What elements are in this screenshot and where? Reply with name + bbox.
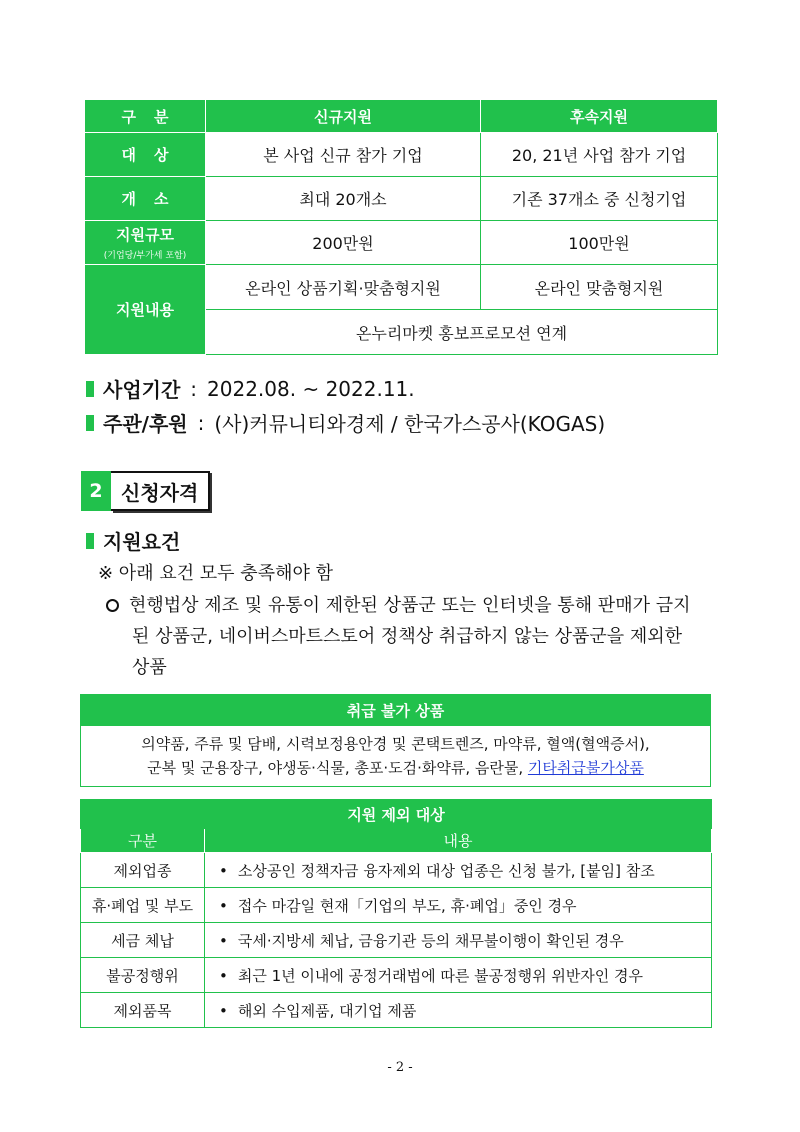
circle-bullet-icon — [106, 599, 119, 612]
item-line-1: 현행법상 제조 및 유통이 제한된 상품군 또는 인터넷을 통해 판매가 금지 — [129, 595, 691, 616]
bullet-dot-icon: • — [219, 861, 228, 880]
exclusion-category: 제외품목 — [81, 993, 205, 1028]
period-value: 2022.08. ~ 2022.11. — [207, 376, 415, 401]
section-title: 신청자격 — [111, 471, 210, 511]
requirements-line — [86, 526, 180, 555]
exclusion-title: 지원 제외 대상 — [81, 800, 712, 829]
header-new-support: 신규지원 — [206, 100, 481, 133]
exclusion-category: 제외업종 — [81, 853, 205, 888]
cell-follow-count: 기존 37개소 중 신청기업 — [481, 177, 718, 221]
row-label-scale-text: 지원규모 — [116, 226, 174, 244]
host-value: (사)커뮤니티와경제 / 한국가스공사(KOGAS) — [214, 412, 606, 436]
exclusion-category: 불공정행위 — [81, 958, 205, 993]
page-number: - 2 - — [387, 1060, 413, 1075]
bullet-dot-icon: • — [219, 1001, 228, 1020]
colon: : — [190, 376, 198, 401]
table-row — [81, 923, 712, 958]
exclusion-header-content: 내용 — [205, 829, 712, 853]
colon: : — [197, 410, 205, 435]
period-line — [86, 374, 415, 403]
table-row — [81, 958, 712, 993]
section-number: 2 — [81, 471, 111, 511]
cell-follow-scale: 100만원 — [481, 221, 718, 265]
prohibited-box — [80, 694, 711, 787]
host-line — [86, 408, 605, 437]
row-label-scale-sub: (기업당/부가세 포함) — [103, 251, 187, 261]
row-label-scale — [85, 221, 206, 265]
prohibited-line-1: 의약품, 주류 및 담배, 시력보정용안경 및 콘택트렌즈, 마약류, 혈액(혈액증서), — [141, 735, 650, 753]
exclusion-content — [205, 853, 712, 888]
host-label: 주관/후원 — [103, 412, 188, 436]
bullet-dot-icon: • — [219, 966, 228, 985]
row-label-count: 개소 — [85, 177, 206, 221]
cell-new-target: 본 사업 신규 참가 기업 — [206, 133, 481, 177]
cell-new-scale: 200만원 — [206, 221, 481, 265]
requirements-item — [106, 590, 726, 683]
header-category: 구분 — [85, 100, 206, 133]
row-label-target: 대상 — [85, 133, 206, 177]
prohibited-line-2 — [89, 756, 702, 780]
section-header — [81, 471, 210, 511]
exclusion-content-text: 최근 1년 이내에 공정거래법에 따른 불공정행위 위반자인 경우 — [237, 966, 644, 985]
requirements-note: ※ 아래 요건 모두 충족해야 함 — [98, 563, 333, 584]
exclusion-content — [205, 888, 712, 923]
square-bullet-icon — [86, 533, 94, 549]
row-label-content: 지원내용 — [85, 265, 206, 355]
exclusion-content-text: 해외 수입제품, 대기업 제품 — [237, 1001, 417, 1020]
item-line-3: 상품 — [132, 657, 167, 678]
prohibited-body — [81, 726, 710, 786]
exclusion-content-text: 국세·지방세 체납, 금융기관 등의 채무불이행이 확인된 경우 — [237, 931, 624, 950]
exclusion-table — [80, 799, 712, 1028]
cell-shared-content: 온누리마켓 홍보프로모션 연계 — [206, 310, 718, 355]
exclusion-content-text: 접수 마감일 현재「기업의 부도, 휴·폐업」중인 경우 — [237, 896, 577, 915]
requirements-label: 지원요건 — [103, 530, 181, 554]
prohibited-link[interactable]: 기타취급불가상품 — [527, 759, 644, 777]
table-row — [81, 993, 712, 1028]
cell-follow-content: 온라인 맞춤형지원 — [481, 265, 718, 310]
exclusion-content — [205, 958, 712, 993]
exclusion-content — [205, 923, 712, 958]
exclusion-content-text: 소상공인 정책자금 융자제외 대상 업종은 신청 불가, [붙임] 참조 — [237, 861, 655, 880]
bullet-dot-icon: • — [219, 896, 228, 915]
square-bullet-icon — [86, 381, 94, 397]
exclusion-content — [205, 993, 712, 1028]
prohibited-line-2-text: 군복 및 군용장구, 야생동·식물, 총포·도검·화약류, 음란물, — [147, 759, 528, 777]
table-row — [81, 888, 712, 923]
square-bullet-icon — [86, 415, 94, 431]
table-row — [81, 853, 712, 888]
cell-new-count: 최대 20개소 — [206, 177, 481, 221]
bullet-dot-icon: • — [219, 931, 228, 950]
period-label: 사업기간 — [103, 378, 181, 402]
exclusion-header-category: 구분 — [81, 829, 205, 853]
exclusion-category: 휴·폐업 및 부도 — [81, 888, 205, 923]
header-follow-support: 후속지원 — [481, 100, 718, 133]
cell-new-content: 온라인 상품기획·맞춤형지원 — [206, 265, 481, 310]
support-table — [84, 99, 718, 355]
exclusion-category: 세금 체납 — [81, 923, 205, 958]
cell-follow-target: 20, 21년 사업 참가 기업 — [481, 133, 718, 177]
item-line-2: 된 상품군, 네이버스마트스토어 정책상 취급하지 않는 상품군을 제외한 — [132, 626, 683, 647]
prohibited-title: 취급 불가 상품 — [81, 695, 710, 726]
